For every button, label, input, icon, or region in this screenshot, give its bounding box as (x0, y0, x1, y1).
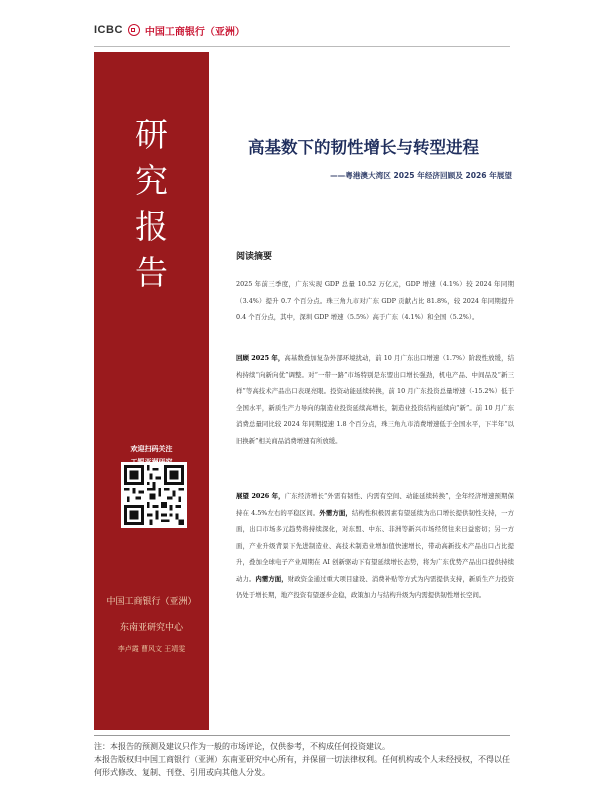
paragraph-subhead: 内需方面， (255, 574, 288, 583)
authors: 李卢霞 曹风文 王靖雯 (117, 645, 186, 653)
paragraph-lead: 展望 2026 年， (236, 492, 285, 500)
copyright-note: 本报告版权归中国工商银行（亚洲）东南亚研究中心所有，并保留一切法律权利。任何机构或个人未经授权，不得以任何形式修改、复制、刊登、引用或向其他人分发。 (94, 755, 510, 777)
scan-line-1: 欢迎扫码关注 (130, 444, 173, 453)
title-char: 究 (135, 161, 168, 200)
header-divider (94, 46, 510, 47)
paragraph-subhead: 外需方面， (319, 508, 352, 517)
report-type-title (94, 112, 209, 296)
header-logo (94, 22, 245, 38)
paragraph-body: 财政资金通过重大项目建设、消费补贴等方式为内需提供支持，新质生产力投资仍处于增长期，地产投资有望逐步企稳，政策加力与结构升级为内需提供韧性增长空间。 (236, 574, 515, 599)
title-char: 研 (135, 115, 168, 154)
paragraph-body: 结构性积极因素有望延续为出口增长提供韧性支持，一方面，出口市场多元趋势将持续深化，对东盟、中东、非洲等新兴市场经贸往来日益密切；另一方面，产业升级背景下先进制造业、高技术制造业增加值快速增长，带动高新技术产品出口占比提升，叠加全球电子产业周期在 AI 创新驱动下有望延续增长态势，将为广东优势产品出口提供持续动力。 (236, 508, 514, 583)
brand-text: ICBC (94, 24, 123, 36)
cover-sidebar (94, 52, 209, 730)
dept-name: 东南亚研究中心 (119, 623, 183, 633)
summary-paragraph-2 (236, 350, 514, 449)
disclaimer-note: 注：本报告的预测及建议只作为一般的市场评论，仅供参考，不构成任何投资建议。 (94, 742, 390, 751)
qr-code-icon[interactable] (121, 462, 187, 528)
footer-divider (94, 735, 510, 736)
icbc-logo-icon (128, 24, 140, 36)
summary-paragraph-1: 2025 年前三季度，广东实现 GDP 总量 10.52 万亿元，GDP 增速（4.1%）较 2024 年同期（3.4%）提升 0.7 个百分点。珠三角九市对广东 GDP 贡献占比 81.8%，较 2024 年同期提升 0.4 个百分点，其中，深圳 GDP 增速（5.5%）高于广东（4.1%）和全国（5.2%）。 (236, 280, 514, 321)
paragraph-body: 广东经济增长“外需有韧性、内需有空间、动能延续转换”，全年经济增速预期保持在 4.5%左右的平稳区间。 (236, 492, 514, 517)
bank-name: 中国工商银行（亚洲） (144, 26, 245, 38)
summary-paragraph-3 (236, 488, 514, 604)
summary-heading: 阅读摘要 (236, 252, 273, 262)
paragraph-lead: 回顾 2025 年， (236, 354, 285, 362)
paragraph-body: 高基数叠加复杂外部环境扰动，前 10 月广东出口增速（1.7%）阶段性放缓，结构持续“向新向优”调整。对“一带一路”市场特别是东盟出口增长强劲，机电产品、中间品及“新三样”等高技术产品出口表现亮眼。投资动能延续转换，前 10 月广东投资总量增速（-15.2%）低于全国水平，新质生产力导向的制造业投资延续高增长，制造业投资结构延续向“新”。前 10 月广东消费总量同比较 2024 年同期提速 1.8 个百分点，珠三角九市消费增速低于全国水平，下半年“以旧换新”相关商品消费增速有所放缓。 (236, 354, 514, 445)
title-char: 报 (135, 207, 168, 246)
report-subtitle: ——粤港澳大湾区 2025 年经济回顾及 2026 年展望 (330, 171, 512, 180)
title-char: 告 (135, 253, 168, 292)
report-title: 高基数下的韧性增长与转型进程 (248, 138, 479, 157)
org-name: 中国工商银行（亚洲） (106, 597, 197, 607)
